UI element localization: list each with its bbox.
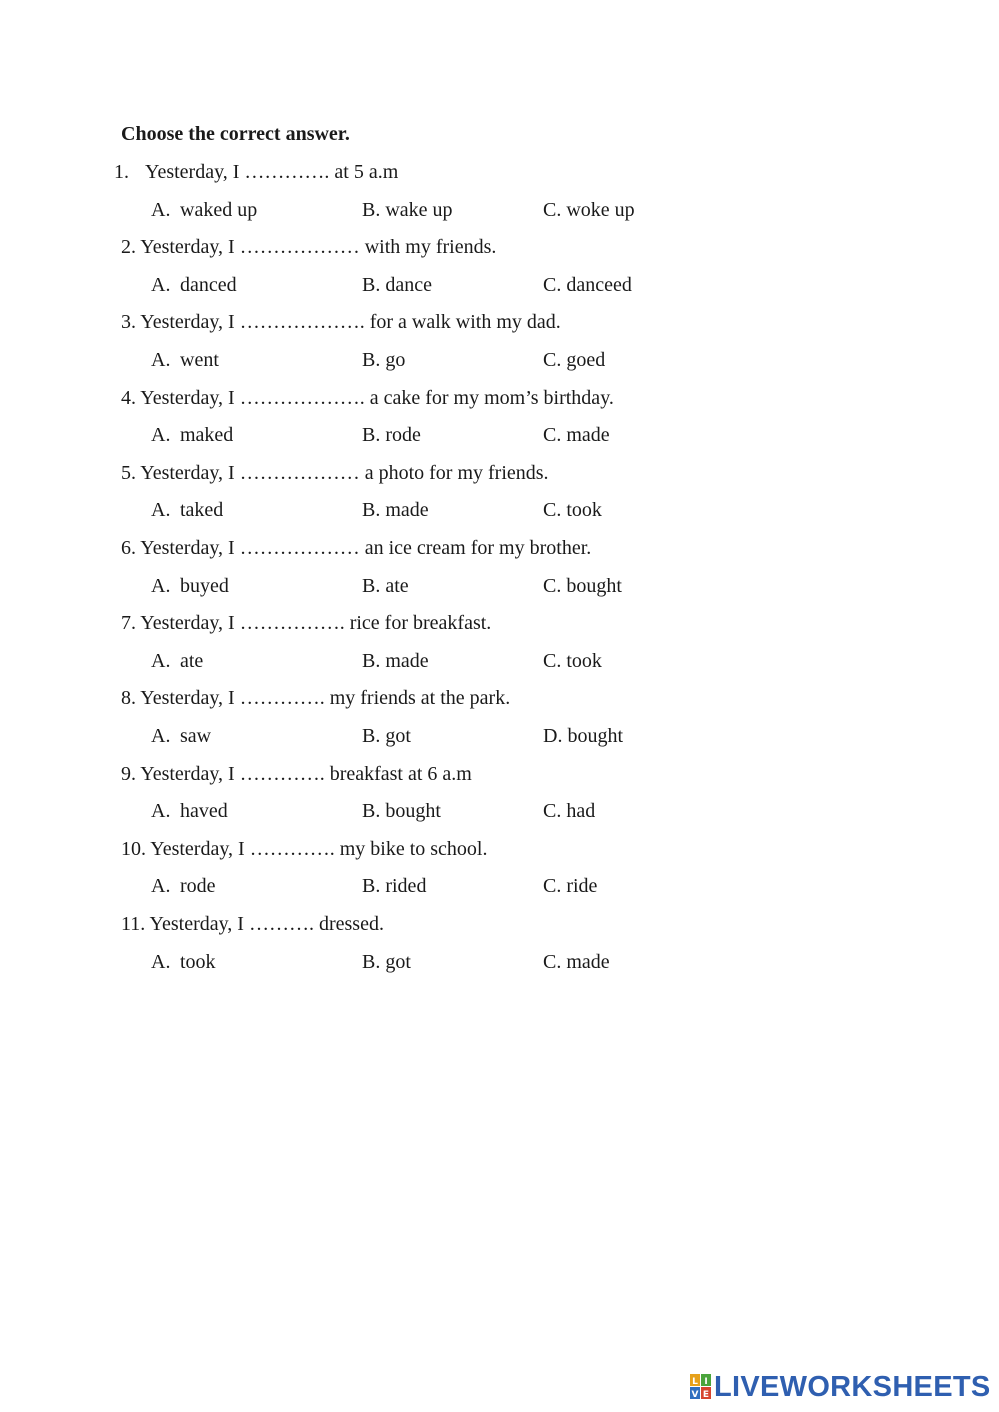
logo-text: LIVEWORKSHEETS <box>714 1370 991 1403</box>
question-text: Yesterday, I …………. my friends at the park. <box>140 687 511 709</box>
question-text: Yesterday, I ……………… with my friends. <box>140 236 497 258</box>
question-6 <box>121 535 591 561</box>
question-text: Yesterday, I ………………. for a walk with my dad. <box>140 311 561 333</box>
q10-option-b[interactable]: B. rided <box>362 875 427 897</box>
q5-option-b[interactable]: B. made <box>362 499 429 521</box>
q7-option-b[interactable]: B. made <box>362 650 429 672</box>
question-text: Yesterday, I ……………. rice for breakfast. <box>140 612 492 634</box>
question-text: Yesterday, I …………. my bike to school. <box>150 838 488 860</box>
question-number: 1. <box>114 161 129 183</box>
q11-option-c[interactable]: C. made <box>543 951 610 973</box>
question-8 <box>121 685 510 711</box>
question-text: Yesterday, I …………. breakfast at 6 a.m <box>140 763 472 785</box>
question-4 <box>121 385 614 411</box>
q2-option-a[interactable]: A. danced <box>151 274 237 296</box>
q8-option-a[interactable]: A. saw <box>151 725 212 747</box>
question-text: Yesterday, I ………. dressed. <box>149 913 384 935</box>
q2-option-b[interactable]: B. dance <box>362 274 432 296</box>
q3-option-b[interactable]: B. go <box>362 349 406 371</box>
q11-option-b[interactable]: B. got <box>362 951 411 973</box>
question-7 <box>121 610 491 636</box>
question-text: Yesterday, I ……………… a photo for my friends. <box>140 462 549 484</box>
q4-option-a[interactable]: A. maked <box>151 424 234 446</box>
question-number: 11. <box>121 913 146 935</box>
q11-option-a[interactable]: A. took <box>151 951 216 973</box>
logo-cube-letter: V <box>691 1390 699 1400</box>
question-number: 7. <box>121 612 136 634</box>
question-number: 8. <box>121 687 136 709</box>
question-number: 10. <box>121 838 146 860</box>
logo-cube-letter: E <box>702 1390 710 1400</box>
q6-option-c[interactable]: C. bought <box>543 575 622 597</box>
q8-option-b[interactable]: B. got <box>362 725 411 747</box>
question-number: 5. <box>121 462 136 484</box>
q8-option-d[interactable]: D. bought <box>543 725 624 747</box>
question-1 <box>114 159 398 185</box>
question-10 <box>121 836 487 862</box>
q2-option-c[interactable]: C. danceed <box>543 274 632 296</box>
liveworksheets-logo[interactable] <box>690 1370 991 1404</box>
q1-option-c[interactable]: C. woke up <box>543 199 635 221</box>
q4-option-b[interactable]: B. rode <box>362 424 421 446</box>
question-number: 6. <box>121 537 136 559</box>
q6-option-b[interactable]: B. ate <box>362 575 409 597</box>
q3-option-c[interactable]: C. goed <box>543 349 606 371</box>
question-3 <box>121 309 561 335</box>
q9-option-b[interactable]: B. bought <box>362 800 441 822</box>
question-11 <box>121 911 384 937</box>
question-number: 4. <box>121 387 136 409</box>
q9-option-a[interactable]: A. haved <box>151 800 228 822</box>
logo-cubes-icon <box>690 1374 712 1400</box>
q5-option-c[interactable]: C. took <box>543 499 602 521</box>
logo-cube-letter: L <box>692 1377 698 1387</box>
q9-option-c[interactable]: C. had <box>543 800 596 822</box>
logo-cube-letter: I <box>704 1377 708 1387</box>
q7-option-c[interactable]: C. took <box>543 650 602 672</box>
instructions-heading: Choose the correct answer. <box>121 123 350 145</box>
q10-option-a[interactable]: A. rode <box>151 875 216 897</box>
question-text: Yesterday, I ……………… an ice cream for my brother. <box>140 537 592 559</box>
q3-option-a[interactable]: A. went <box>151 349 219 371</box>
question-number: 2. <box>121 236 136 258</box>
q4-option-c[interactable]: C. made <box>543 424 610 446</box>
q10-option-c[interactable]: C. ride <box>543 875 598 897</box>
q5-option-a[interactable]: A. taked <box>151 499 224 521</box>
question-2 <box>121 234 496 260</box>
question-number: 3. <box>121 311 136 333</box>
question-5 <box>121 460 549 486</box>
question-text: Yesterday, I …………. at 5 a.m <box>145 161 399 183</box>
question-text: Yesterday, I ………………. a cake for my mom’s birthday. <box>140 387 614 409</box>
question-number: 9. <box>121 763 136 785</box>
q7-option-a[interactable]: A. ate <box>151 650 204 672</box>
q1-option-a[interactable]: A. waked up <box>151 199 258 221</box>
q1-option-b[interactable]: B. wake up <box>362 199 453 221</box>
q6-option-a[interactable]: A. buyed <box>151 575 229 597</box>
question-9 <box>121 761 472 787</box>
